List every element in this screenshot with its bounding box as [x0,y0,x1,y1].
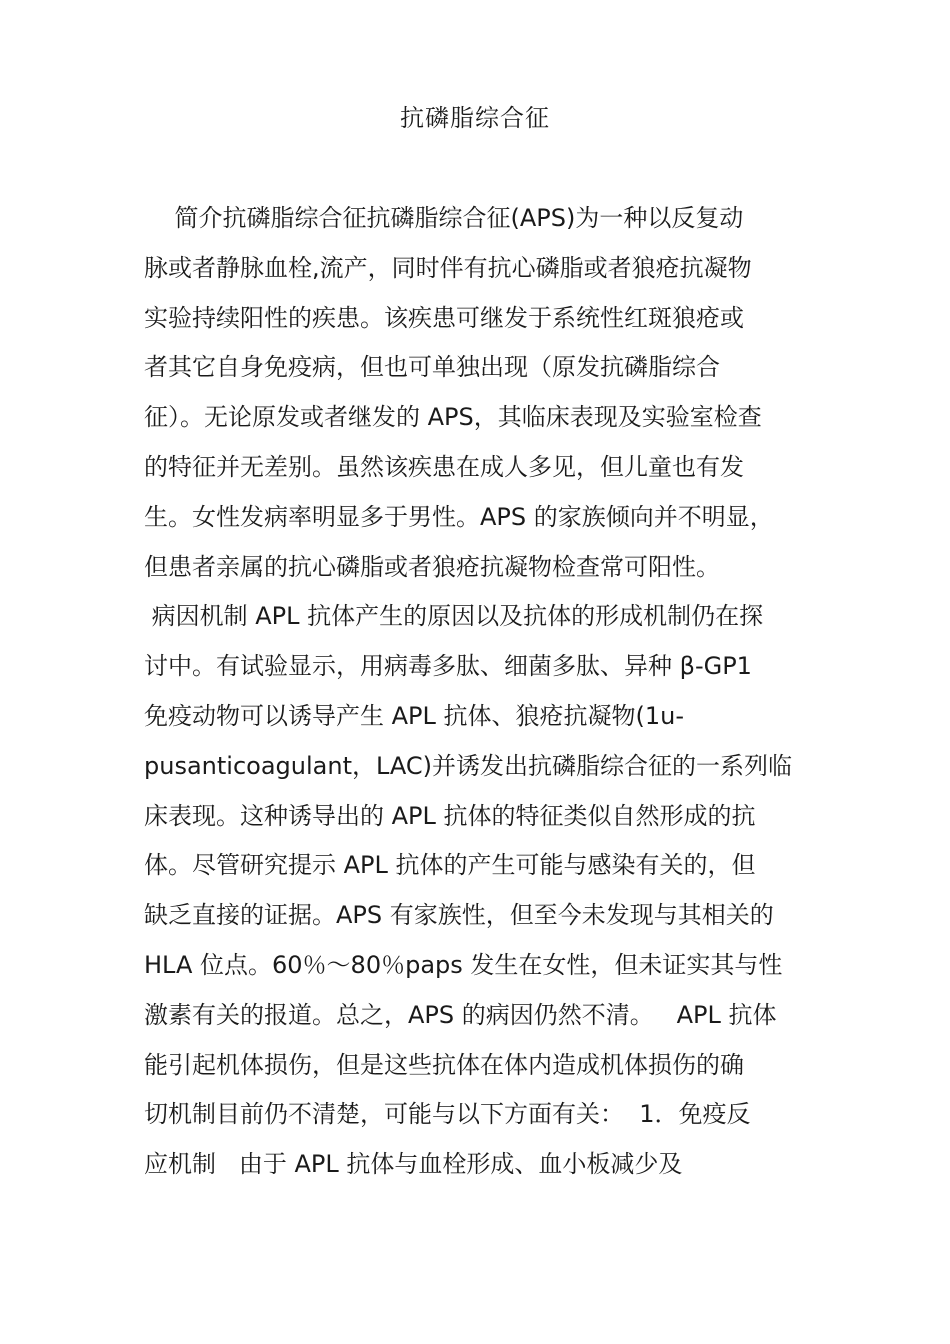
body-line: pusanticoagulant，LAC)并诱发出抗磷脂综合征的一系列临 [144,751,793,780]
body-line: 的特征并无差别。虽然该疾患在成人多见，但儿童也有发 [144,452,744,481]
body-line: 但患者亲属的抗心磷脂或者狼疮抗凝物检查常可阳性。 [144,552,720,581]
body-line: 实验持续阳性的疾患。该疾患可继发于系统性红斑狼疮或 [144,303,744,332]
body-line: 能引起机体损伤，但是这些抗体在体内造成机体损伤的确 [144,1050,744,1079]
body-line: 脉或者静脉血栓,流产，同时伴有抗心磷脂或者狼疮抗凝物 [144,253,752,282]
body-line: 免疫动物可以诱导产生 APL 抗体、狼疮抗凝物(1u- [144,701,685,730]
body-line: 征）。无论原发或者继发的 APS，其临床表现及实验室检查 [144,403,762,432]
body-line: 应机制 由于 APL 抗体与血栓形成、血小板减少及 [144,1150,683,1179]
body-line: 切机制目前仍不清楚，可能与以下方面有关： 1．免疫反 [144,1100,751,1129]
body-line: 缺乏直接的证据。APS 有家族性，但至今未发现与其相关的 [144,901,774,930]
document-body [144,194,814,1190]
body-line: 激素有关的报道。总之，APS 的病因仍然不清。 APL 抗体 [144,1000,777,1029]
body-line: 体。尽管研究提示 APL 抗体的产生可能与感染有关的，但 [144,851,756,880]
body-line: 病因机制 APL 抗体产生的原因以及抗体的形成机制仍在探 [144,602,764,631]
body-line: HLA 位点。60％～80％paps 发生在女性，但未证实其与性 [144,950,783,979]
document-title: 抗磷脂综合征 [400,104,550,132]
body-line: 生。女性发病率明显多于男性。APS 的家族倾向并不明显， [144,502,774,531]
body-line: 床表现。这种诱导出的 APL 抗体的特征类似自然形成的抗 [144,801,756,830]
body-line: 讨中。有试验显示，用病毒多肽、细菌多肽、异种 β-GP1 [144,652,752,681]
body-line: 者其它自身免疫病，但也可单独出现（原发抗磷脂综合 [144,353,720,382]
body-line: 简介抗磷脂综合征抗磷脂综合征(APS)为一种以反复动 [144,204,744,232]
